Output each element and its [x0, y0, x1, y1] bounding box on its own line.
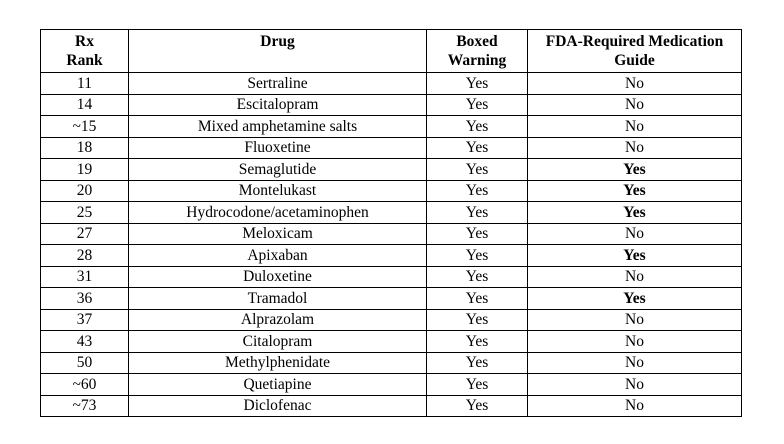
header-drug-label: Drug [260, 33, 295, 50]
rank-cell: 28 [41, 245, 129, 267]
boxed-warning-cell: Yes [427, 94, 528, 116]
header-boxed-warning [427, 30, 528, 73]
drug-cell: Meloxicam [129, 223, 427, 245]
rank-cell: 14 [41, 94, 129, 116]
header-guide-line1: FDA-Required Medication [545, 33, 724, 50]
drug-cell: Alprazolam [129, 309, 427, 331]
table-row [41, 331, 742, 353]
table-row [41, 288, 742, 310]
boxed-warning-cell: Yes [427, 73, 528, 95]
header-medication-guide [528, 30, 742, 73]
boxed-warning-cell: Yes [427, 223, 528, 245]
table-row [41, 73, 742, 95]
table-row [41, 159, 742, 181]
table-row [41, 374, 742, 396]
rank-cell: 27 [41, 223, 129, 245]
table-row [41, 180, 742, 202]
table-row [41, 395, 742, 417]
header-rx-rank-line2: Rank [66, 52, 103, 69]
drug-cell: Sertraline [129, 73, 427, 95]
boxed-warning-cell: Yes [427, 202, 528, 224]
table-row [41, 352, 742, 374]
medication-guide-cell: No [528, 352, 742, 374]
drug-cell: Quetiapine [129, 374, 427, 396]
table-row [41, 116, 742, 138]
rank-cell: 36 [41, 288, 129, 310]
boxed-warning-cell: Yes [427, 245, 528, 267]
header-rx-rank-line1: Rx [75, 33, 94, 50]
drug-cell: Montelukast [129, 180, 427, 202]
medication-guide-cell: No [528, 374, 742, 396]
medication-guide-cell: No [528, 331, 742, 353]
drug-cell: Mixed amphetamine salts [129, 116, 427, 138]
medication-guide-cell: No [528, 73, 742, 95]
header-boxed-line2: Warning [447, 52, 507, 69]
drug-cell: Hydrocodone/acetaminophen [129, 202, 427, 224]
header-row [41, 30, 742, 73]
rank-cell: 43 [41, 331, 129, 353]
boxed-warning-cell: Yes [427, 266, 528, 288]
header-boxed-line1: Boxed [456, 33, 498, 50]
boxed-warning-cell: Yes [427, 374, 528, 396]
table-body [41, 73, 742, 417]
header-guide-line2: Guide [614, 52, 655, 69]
table-row [41, 202, 742, 224]
boxed-warning-cell: Yes [427, 180, 528, 202]
rank-cell: 25 [41, 202, 129, 224]
medication-guide-cell: No [528, 116, 742, 138]
medication-guide-cell: No [528, 137, 742, 159]
boxed-warning-cell: Yes [427, 395, 528, 417]
medication-guide-cell: No [528, 94, 742, 116]
drug-cell: Fluoxetine [129, 137, 427, 159]
medication-guide-cell: Yes [528, 180, 742, 202]
rank-cell: 37 [41, 309, 129, 331]
table-row [41, 223, 742, 245]
table-row [41, 309, 742, 331]
header-drug [129, 30, 427, 73]
medication-guide-cell: No [528, 223, 742, 245]
medication-guide-cell: Yes [528, 245, 742, 267]
medication-guide-cell: No [528, 309, 742, 331]
medication-guide-cell: Yes [528, 202, 742, 224]
boxed-warning-cell: Yes [427, 116, 528, 138]
rank-cell: ~60 [41, 374, 129, 396]
drug-cell: Apixaban [129, 245, 427, 267]
table-header [41, 30, 742, 73]
drug-cell: Citalopram [129, 331, 427, 353]
drug-warning-table [40, 29, 742, 417]
drug-cell: Diclofenac [129, 395, 427, 417]
rank-cell: 50 [41, 352, 129, 374]
rank-cell: ~15 [41, 116, 129, 138]
rank-cell: 31 [41, 266, 129, 288]
header-rx-rank [41, 30, 129, 73]
boxed-warning-cell: Yes [427, 309, 528, 331]
boxed-warning-cell: Yes [427, 331, 528, 353]
table-row [41, 94, 742, 116]
rank-cell: 11 [41, 73, 129, 95]
table-row [41, 245, 742, 267]
drug-cell: Semaglutide [129, 159, 427, 181]
medication-guide-cell: No [528, 266, 742, 288]
table-row [41, 137, 742, 159]
boxed-warning-cell: Yes [427, 159, 528, 181]
boxed-warning-cell: Yes [427, 137, 528, 159]
drug-cell: Methylphenidate [129, 352, 427, 374]
boxed-warning-cell: Yes [427, 288, 528, 310]
medication-guide-cell: No [528, 395, 742, 417]
rank-cell: ~73 [41, 395, 129, 417]
rank-cell: 19 [41, 159, 129, 181]
drug-cell: Duloxetine [129, 266, 427, 288]
rank-cell: 20 [41, 180, 129, 202]
drug-cell: Escitalopram [129, 94, 427, 116]
medication-guide-cell: Yes [528, 159, 742, 181]
drug-cell: Tramadol [129, 288, 427, 310]
table-row [41, 266, 742, 288]
boxed-warning-cell: Yes [427, 352, 528, 374]
medication-guide-cell: Yes [528, 288, 742, 310]
rank-cell: 18 [41, 137, 129, 159]
